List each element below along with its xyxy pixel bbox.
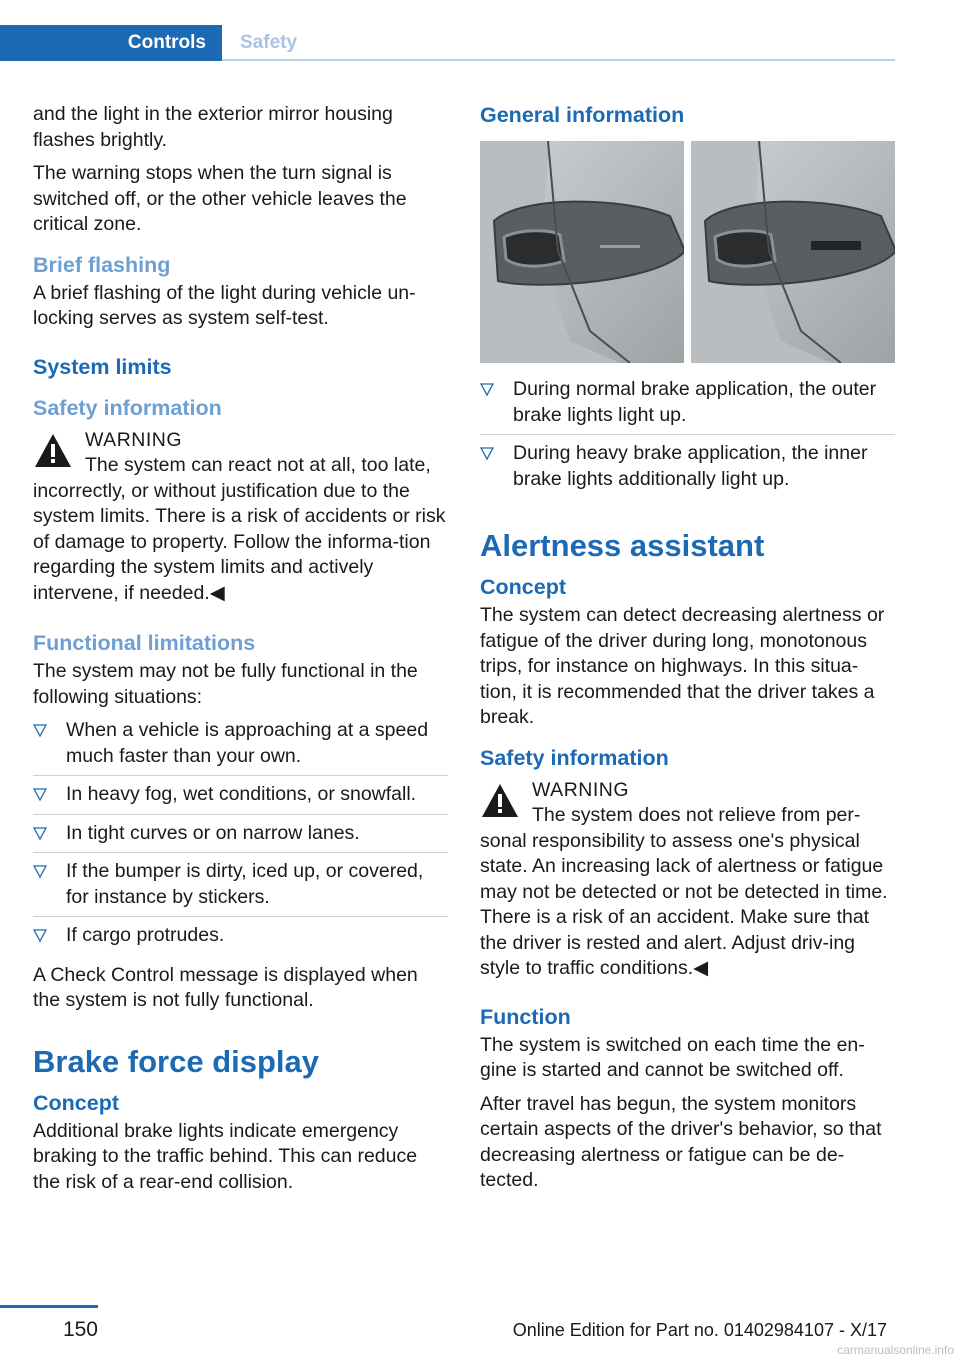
paragraph: A Check Control message is displayed when the system is not fully functional.	[33, 963, 418, 1011]
brake-light-list	[480, 377, 895, 498]
triangle-bullet-icon	[33, 724, 47, 738]
warning-text: The system does not relieve from per‐sonal responsibility to assess one's physical state. An increasing lack of alertness or fatigue may not be detected or not be detected in time. There is a risk of an accident. Make sure that the driver is rested and alert. Adjust driv‐ing style to traffic conditions.◀	[480, 804, 888, 979]
list-item	[480, 441, 895, 498]
triangle-bullet-icon	[480, 383, 494, 397]
heading-concept: Concept	[33, 1090, 119, 1115]
paragraph: After travel has begun, the system monitors certain aspects of the driver's behavior, so that decreasing alertness or fatigue can be de‐tected.	[480, 1092, 882, 1191]
paragraph: The system can detect decreasing alertness or fatigue of the driver during long, monotonous trips, for instance on highways. In this situa‐tion, it is recommended that the driver takes a break.	[480, 604, 885, 728]
paragraph: The system may not be fully functional in the following situations:	[33, 660, 418, 708]
heading-concept: Concept	[480, 575, 566, 599]
edition-text: Online Edition for Part no. 01402984107 - X/17	[512, 1320, 887, 1340]
triangle-bullet-icon	[33, 788, 47, 802]
triangle-bullet-icon	[480, 447, 494, 461]
heading-brief-flashing: Brief flashing	[33, 252, 171, 277]
list-item-text: If the bumper is dirty, iced up, or covered, for instance by stickers.	[66, 860, 424, 908]
watermark: carmanualsonline.info	[837, 1343, 954, 1357]
warning-triangle-icon	[33, 432, 73, 470]
page-number: 150	[62, 1318, 98, 1341]
list-item	[33, 821, 448, 854]
footer-rule	[0, 1305, 98, 1308]
warning-box	[480, 778, 895, 982]
paragraph: A brief flashing of the light during vehicle un‐locking serves as system self-test.	[33, 281, 416, 329]
triangle-bullet-icon	[33, 929, 47, 943]
heading-system-limits: System limits	[33, 354, 172, 379]
left-column	[33, 102, 448, 1203]
list-item	[33, 859, 448, 917]
tab-controls[interactable]: Controls	[0, 25, 222, 61]
triangle-bullet-icon	[33, 865, 47, 879]
brake-light-heavy-image	[691, 141, 895, 363]
list-item	[480, 377, 895, 435]
warning-text: The system can react not at all, too late, incorrectly, or without justification due to the system limits. There is a risk of accidents or risk of damage to property. Follow the informa‐tion regarding the system limits and actively intervene, if needed.◀	[33, 454, 446, 604]
heading-safety-information: Safety information	[480, 745, 669, 770]
list-item-text: When a vehicle is approaching at a speed much faster than your own.	[66, 719, 429, 767]
right-column	[480, 102, 895, 1202]
list-item-text: If cargo protrudes.	[66, 924, 225, 946]
paragraph: and the light in the exterior mirror housing flashes brightly.	[33, 103, 393, 151]
paragraph: The system is switched on each time the en‐gine is started and cannot be switched off.	[480, 1033, 865, 1081]
list-item-text: During heavy brake application, the inner brake lights additionally light up.	[513, 442, 868, 490]
list-item	[33, 718, 448, 776]
heading-alertness-assistant: Alertness assistant	[480, 528, 765, 563]
list-item	[33, 782, 448, 815]
limitations-list	[33, 718, 448, 955]
list-item-text: In tight curves or on narrow lanes.	[66, 821, 360, 844]
list-item-text: In heavy fog, wet conditions, or snowfall.	[66, 783, 417, 805]
list-item	[33, 923, 448, 955]
heading-general-information: General information	[480, 103, 685, 127]
heading-brake-force-display: Brake force display	[33, 1043, 320, 1079]
triangle-bullet-icon	[33, 827, 47, 841]
heading-functional-limitations: Functional limitations	[33, 631, 256, 655]
warning-title: WARNING	[532, 778, 630, 801]
warning-box	[33, 428, 448, 607]
warning-title: WARNING	[85, 428, 183, 451]
brake-light-normal-image	[480, 141, 684, 363]
list-item-text: During normal brake application, the outer brake lights light up.	[513, 378, 877, 426]
brake-lights-photo	[480, 141, 895, 363]
header-tabs	[0, 25, 895, 61]
warning-triangle-icon	[480, 782, 520, 820]
heading-function: Function	[480, 1004, 571, 1029]
heading-safety-information: Safety information	[33, 395, 222, 420]
paragraph: Additional brake lights indicate emergency braking to the traffic behind. This can reduce the risk of a rear-end collision.	[33, 1119, 418, 1193]
header-rule	[222, 59, 895, 61]
tab-safety[interactable]: Safety	[240, 32, 298, 53]
paragraph: The warning stops when the turn signal is switched off, or the other vehicle leaves the critical zone.	[33, 162, 407, 235]
